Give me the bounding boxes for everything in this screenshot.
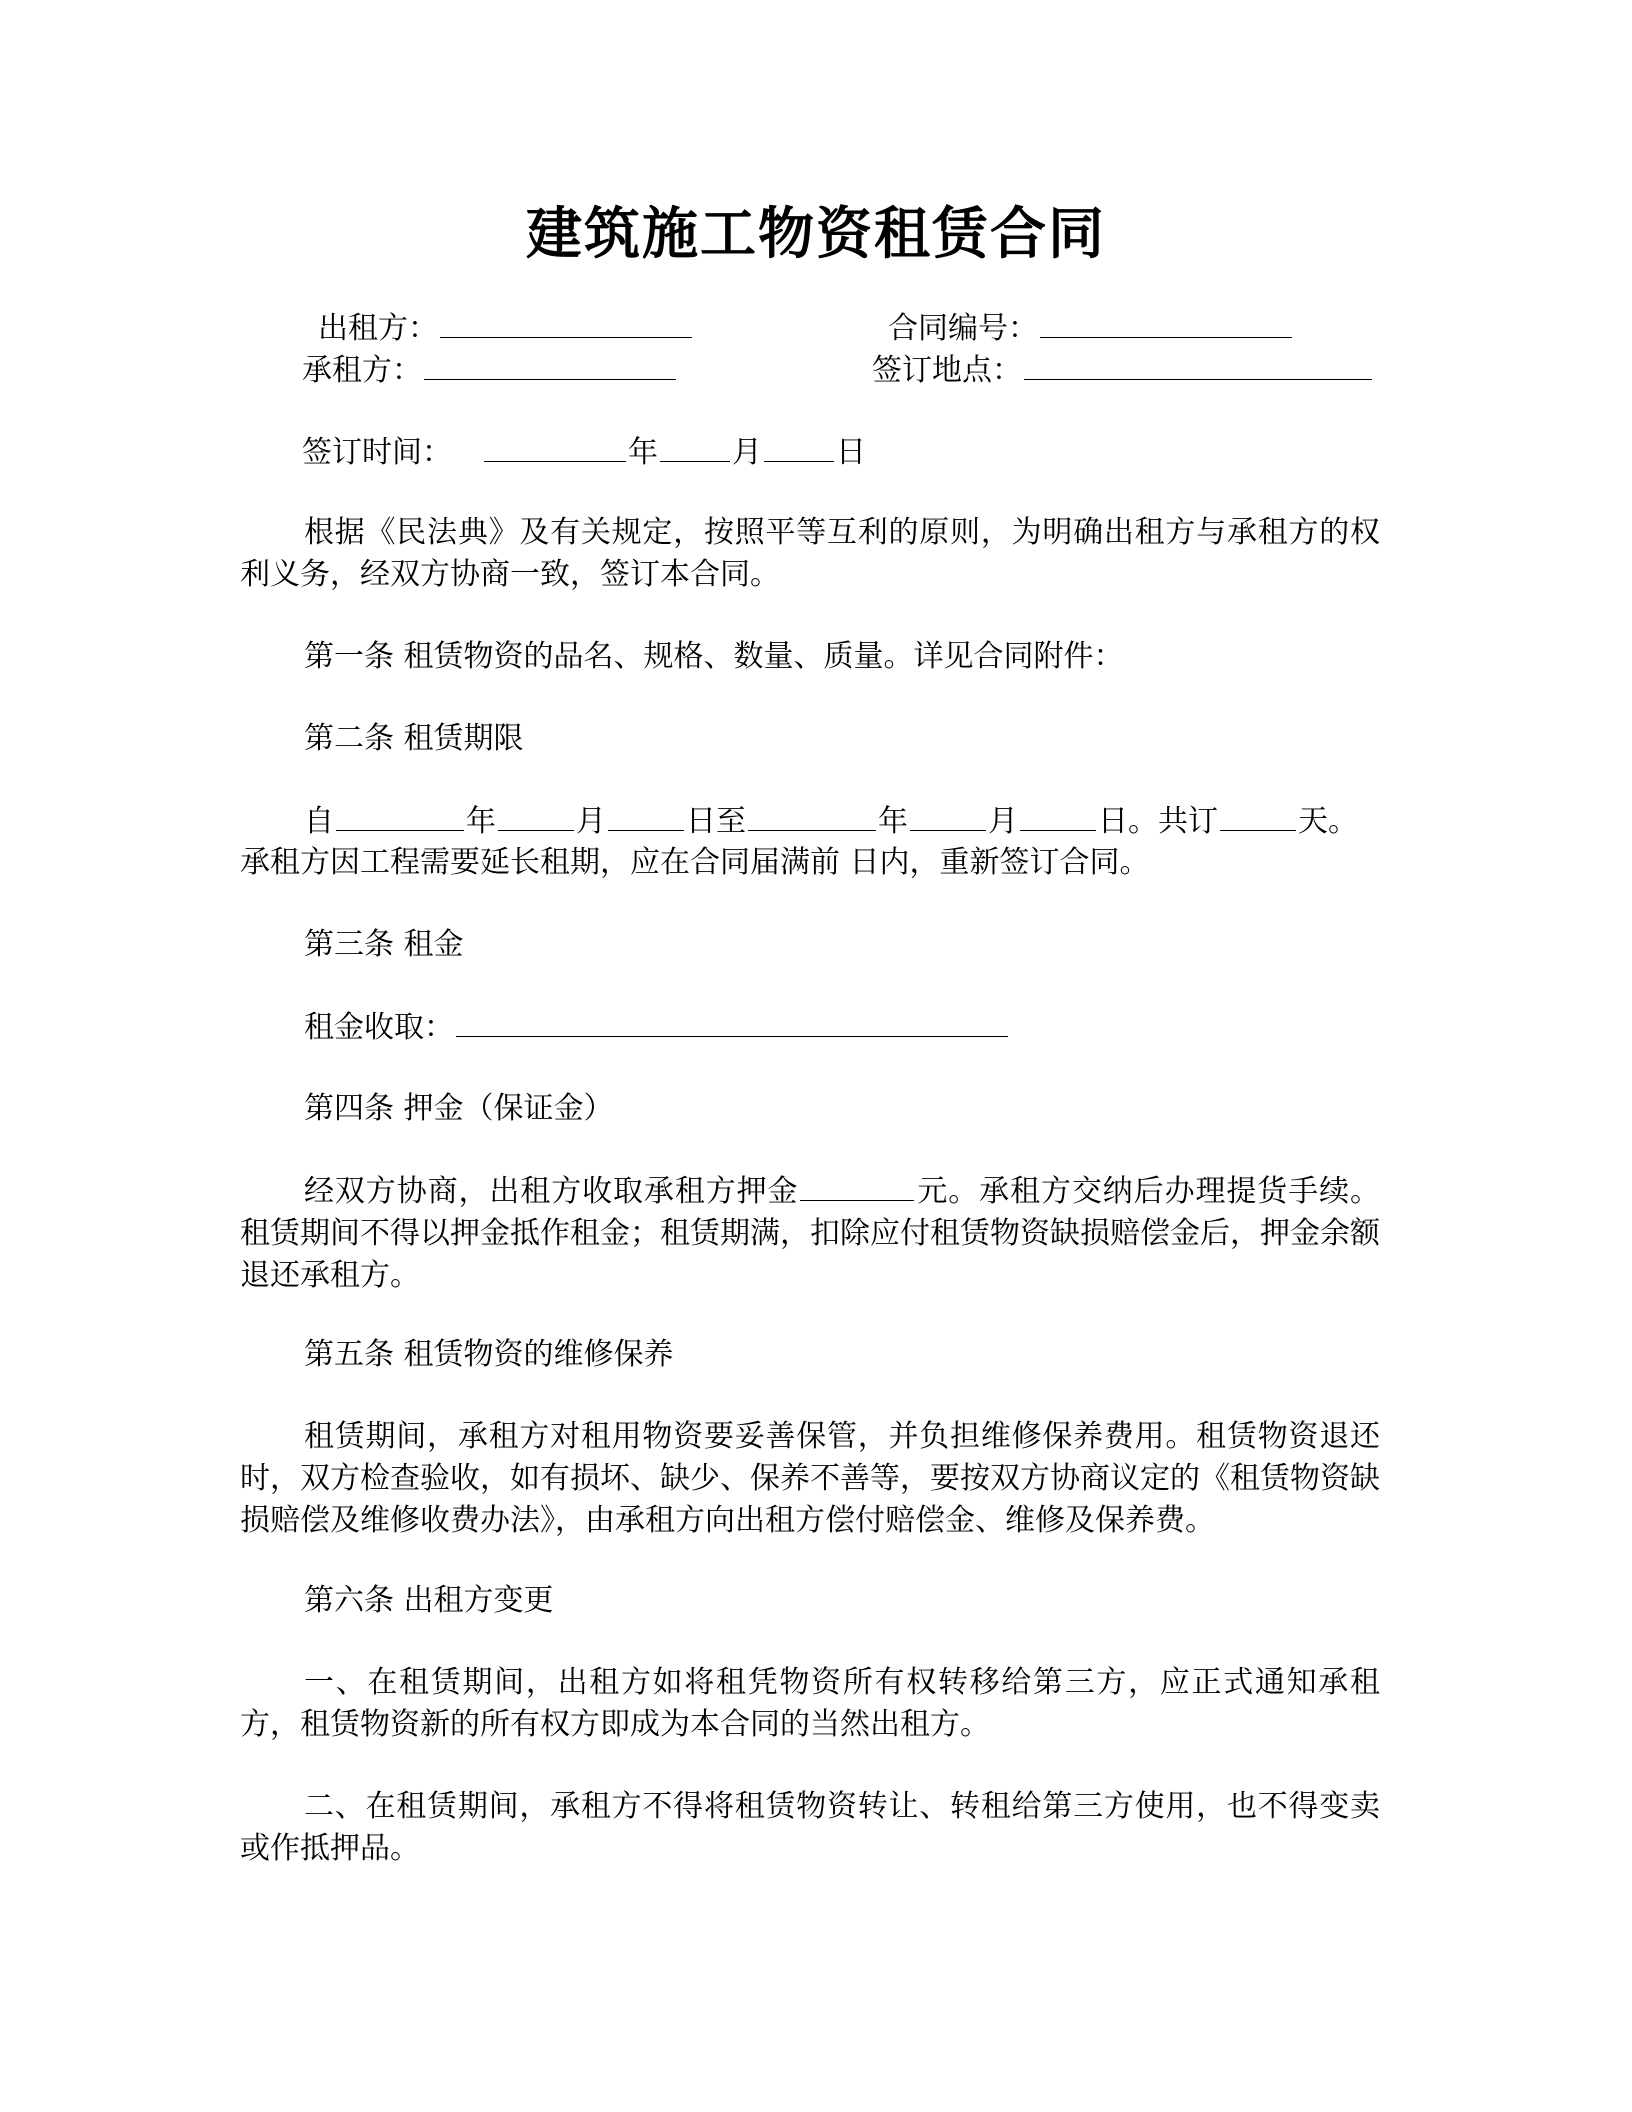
sign-place-line	[872, 349, 1374, 392]
lessor-blank[interactable]	[440, 307, 692, 338]
start-year-label: 年	[466, 804, 496, 839]
sign-time-line	[302, 431, 866, 474]
article-4-paragraph	[240, 1170, 1380, 1297]
to-label: 日至	[686, 804, 746, 839]
days-label: 天。	[1298, 804, 1358, 839]
end-month-blank[interactable]	[910, 800, 986, 831]
end-month-label: 月	[988, 804, 1018, 839]
article-5-title: 第五条 租赁物资的维修保养	[304, 1337, 674, 1372]
article-5-paragraph: 租赁期间，承租方对租用物资要妥善保管，并负担维修保养费用。租赁物资退还时，双方检查验收，如有损坏、缺少、保养不善等，要按双方协商议定的《租赁物资缺损赔偿及维修收费办法》，由承租方向出租方偿付赔偿金、维修及保养费。	[240, 1419, 1380, 1538]
month-label: 月	[732, 435, 762, 470]
start-day-blank[interactable]	[608, 800, 684, 831]
rent-collect-blank[interactable]	[456, 1006, 1008, 1037]
contract-no-blank[interactable]	[1040, 307, 1292, 338]
lessee-blank[interactable]	[424, 349, 676, 380]
sign-day-blank[interactable]	[764, 431, 834, 462]
start-month-blank[interactable]	[498, 800, 574, 831]
contract-no-line	[888, 307, 1294, 350]
rent-collect-line	[304, 1006, 1010, 1049]
days-blank[interactable]	[1220, 800, 1296, 831]
article-1: 第一条 租赁物资的品名、规格、数量、质量。详见合同附件：	[304, 639, 1124, 674]
total-label: 日。共订	[1098, 804, 1218, 839]
end-year-label: 年	[878, 804, 908, 839]
lessor-line	[318, 307, 694, 350]
deposit-text-a: 经双方协商，出租方收取承租方押金	[304, 1174, 799, 1209]
year-label: 年	[628, 435, 658, 470]
article-4-title: 第四条 押金（保证金）	[304, 1091, 614, 1126]
sign-month-blank[interactable]	[660, 431, 730, 462]
day-label: 日	[836, 435, 866, 470]
deposit-text-b: 元。承租方交纳后办理提货手续。租赁期间不得以押金抵作租金；租赁期满，扣除应付租赁物资缺损赔偿金后，押金余额退还承租方。	[240, 1174, 1381, 1293]
start-year-blank[interactable]	[336, 800, 464, 831]
rent-collect-label: 租金收取：	[304, 1010, 454, 1045]
article-6-paragraph-1: 一、在租赁期间，出租方如将租凭物资所有权转移给第三方，应正式通知承租方，租赁物资新的所有权方即成为本合同的当然出租方。	[240, 1665, 1380, 1742]
sign-place-blank[interactable]	[1024, 349, 1372, 380]
document-title: 建筑施工物资租赁合同	[526, 202, 1106, 267]
lessee-label: 承租方：	[302, 353, 422, 388]
start-month-label: 月	[576, 804, 606, 839]
sign-time-label: 签订时间：	[302, 435, 452, 470]
intro-paragraph: 根据《民法典》及有关规定，按照平等互利的原则，为明确出租方与承租方的权利义务，经双方协商一致，签订本合同。	[240, 515, 1380, 592]
lease-period-line	[304, 800, 1358, 843]
lessee-line	[302, 349, 678, 392]
article-6-title: 第六条 出租方变更	[304, 1583, 554, 1618]
end-year-blank[interactable]	[748, 800, 876, 831]
article-2-title: 第二条 租赁期限	[304, 721, 524, 756]
article-3-title: 第三条 租金	[304, 927, 464, 962]
end-day-blank[interactable]	[1020, 800, 1096, 831]
from-label: 自	[304, 804, 334, 839]
sign-year-blank[interactable]	[484, 431, 626, 462]
contract-no-label: 合同编号：	[888, 311, 1038, 346]
sign-place-label: 签订地点：	[872, 353, 1022, 388]
deposit-blank[interactable]	[800, 1170, 914, 1201]
lessor-label: 出租方：	[318, 311, 438, 346]
article-6-paragraph-2: 二、在租赁期间，承租方不得将租赁物资转让、转租给第三方使用，也不得变卖或作抵押品。	[240, 1789, 1380, 1866]
extend-line: 承租方因工程需要延长租期，应在合同届满前 日内，重新签订合同。	[240, 845, 1150, 880]
